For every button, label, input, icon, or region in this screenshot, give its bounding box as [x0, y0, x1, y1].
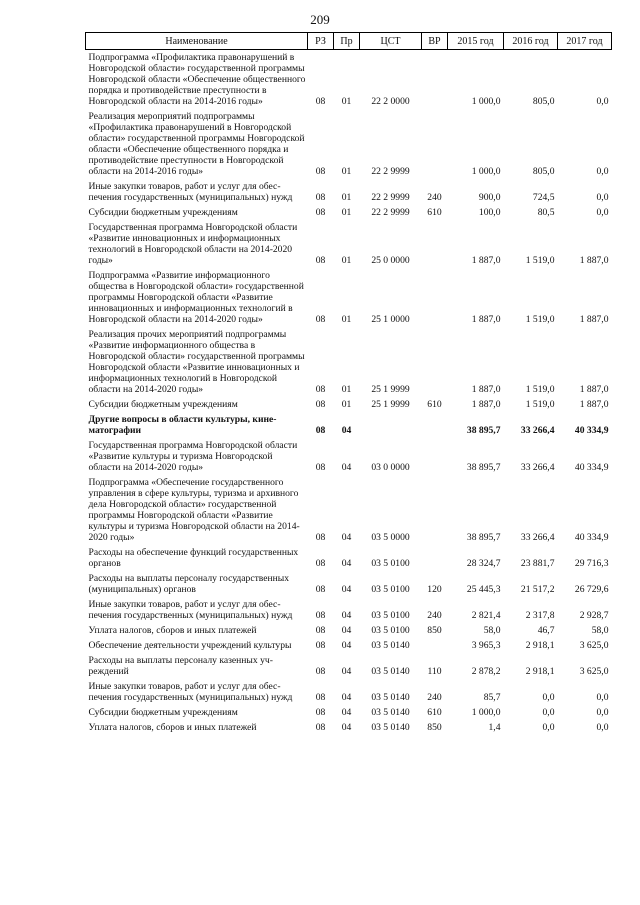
row-2015: 38 895,7: [466, 532, 501, 543]
table-header-row: [86, 33, 612, 50]
row-cst: 22 2 9999: [371, 192, 410, 203]
row-rz: 08: [315, 255, 326, 266]
row-2017: 0,0: [596, 692, 609, 703]
table-row: [86, 268, 612, 327]
row-2017: 0,0: [596, 166, 609, 177]
row-rz: 08: [315, 192, 326, 203]
row-2015: 1 000,0: [471, 707, 501, 718]
row-vr: 120: [427, 584, 442, 595]
row-2016: 2 317,8: [525, 610, 555, 621]
row-cst: 03 5 0140: [371, 640, 410, 651]
row-2015: 1 887,0: [471, 314, 501, 325]
row-rz: 08: [315, 640, 326, 651]
row-2017: 26 729,6: [574, 584, 609, 595]
row-vr: [422, 638, 448, 653]
row-cst: 03 5 0100: [371, 584, 410, 595]
row-rz: 08: [315, 166, 326, 177]
header-2015: 2015 год: [448, 33, 504, 50]
row-cst: 25 1 9999: [371, 384, 410, 395]
row-2016: 805,0: [532, 96, 555, 107]
table-row: [86, 475, 612, 545]
row-rz: 08: [315, 610, 326, 621]
row-rz: 08: [315, 425, 326, 436]
table-row: [86, 205, 612, 220]
row-2015: 1 887,0: [471, 384, 501, 395]
row-2017: 2 928,7: [579, 610, 609, 621]
row-2015: 28 324,7: [466, 558, 501, 569]
table-row: [86, 571, 612, 597]
row-cst: 25 1 0000: [371, 314, 410, 325]
row-rz: 08: [315, 666, 326, 677]
row-cst: 25 1 9999: [371, 399, 410, 410]
row-vr: 850: [427, 722, 442, 733]
row-cst: 03 0 0000: [371, 462, 410, 473]
table-row: [86, 50, 612, 110]
row-cst: 25 0 0000: [371, 255, 410, 266]
row-2015: 900,0: [478, 192, 501, 203]
row-name: Подпрограмма «Развитие информационного общества в Новгородской области» государственной программы Новгородской области «Развитие инновационных и информационных технологий в Новгородской области на 2014-2020 годы»: [88, 270, 304, 325]
row-vr: 240: [427, 692, 442, 703]
row-vr: 850: [427, 625, 442, 636]
row-name: Субсидии бюджетным учреждениям: [88, 707, 238, 718]
row-cst: 03 5 0140: [371, 707, 410, 718]
header-rz: РЗ: [308, 33, 334, 50]
row-name: Уплата налогов, сборов и иных платежей: [88, 625, 257, 636]
row-cst: 03 5 0140: [371, 666, 410, 677]
row-cst: 22 2 0000: [371, 96, 410, 107]
row-name: Реализация прочих мероприятий подпрограммы «Развитие информационного общества в Новгородской области» государственной программы Новгородской области «Развитие инновационных и информационных технологий в Новгородской области на 2014-2020 годы»: [88, 329, 305, 395]
row-name: Субсидии бюджетным учреждениям: [88, 399, 238, 410]
row-rz: 08: [315, 532, 326, 543]
row-pr: 01: [341, 96, 352, 107]
row-pr: 01: [341, 384, 352, 395]
row-vr: [422, 412, 448, 438]
table-row: [86, 705, 612, 720]
row-pr: 04: [341, 558, 352, 569]
row-2016: 33 266,4: [520, 462, 555, 473]
row-vr: [422, 475, 448, 545]
row-2016: 2 918,1: [525, 666, 555, 677]
header-pr: Пр: [334, 33, 360, 50]
row-2015: 38 895,7: [466, 462, 501, 473]
row-rz: 08: [315, 399, 326, 410]
row-2015: 2 878,2: [471, 666, 501, 677]
row-vr: 240: [427, 192, 442, 203]
row-pr: 04: [341, 610, 352, 621]
header-2016: 2016 год: [504, 33, 558, 50]
row-cst: 03 5 0140: [371, 722, 410, 733]
page-number: 209: [310, 12, 330, 27]
row-2015: 58,0: [483, 625, 501, 636]
table-row: [86, 179, 612, 205]
header-2017: 2017 год: [558, 33, 612, 50]
table-row: [86, 412, 612, 438]
row-2017: 0,0: [596, 192, 609, 203]
row-2016: 46,7: [537, 625, 555, 636]
table-row: [86, 679, 612, 705]
table-row: [86, 720, 612, 735]
row-2017: 0,0: [596, 722, 609, 733]
row-2017: 0,0: [596, 707, 609, 718]
row-vr: 610: [427, 207, 442, 218]
row-2016: 0,0: [542, 692, 555, 703]
row-2016: 2 918,1: [525, 640, 555, 651]
header-vr: ВР: [422, 33, 448, 50]
row-2016: 21 517,2: [520, 584, 555, 595]
row-name: Реализация мероприятий подпрограммы «Профилактика правонарушений в Новгородской области» государственной программы Новгородской области «Обеспечение общественного порядка и противодействие преступности в Новгородской области на 2014-2016 годы»: [88, 111, 305, 177]
row-cst: 03 5 0000: [371, 532, 410, 543]
row-2015: 1 000,0: [471, 166, 501, 177]
row-2015: 1 000,0: [471, 96, 501, 107]
row-pr: 01: [341, 207, 352, 218]
row-2017: 1 887,0: [579, 255, 609, 266]
row-pr: 01: [341, 399, 352, 410]
row-pr: 04: [341, 722, 352, 733]
row-vr: 610: [427, 707, 442, 718]
row-name: Иные закупки товаров, работ и услуг для обеспечения государственных (муниципальных) нужд: [88, 599, 293, 621]
row-pr: 04: [341, 625, 352, 636]
header-cst: ЦСТ: [360, 33, 422, 50]
table-row: [86, 545, 612, 571]
row-2016: 0,0: [542, 722, 555, 733]
row-2017: 0,0: [596, 207, 609, 218]
row-name: Расходы на выплаты персоналу казенных учреждений: [88, 655, 273, 677]
row-2016: 0,0: [542, 707, 555, 718]
row-2015: 85,7: [483, 692, 501, 703]
row-2015: 25 445,3: [466, 584, 501, 595]
row-pr: 04: [341, 707, 352, 718]
row-vr: 110: [427, 666, 442, 677]
table-row: [86, 623, 612, 638]
row-rz: 08: [315, 384, 326, 395]
row-name: Иные закупки товаров, работ и услуг для обеспечения государственных (муниципальных) нужд: [88, 181, 293, 203]
row-pr: 04: [341, 584, 352, 595]
row-2015: 38 895,7: [466, 425, 501, 436]
row-2017: 29 716,3: [574, 558, 609, 569]
row-vr: [422, 109, 448, 179]
row-2016: 23 881,7: [520, 558, 555, 569]
row-2016: 33 266,4: [520, 532, 555, 543]
table-row: [86, 438, 612, 475]
row-pr: 04: [341, 640, 352, 651]
row-vr: [422, 545, 448, 571]
row-pr: 04: [341, 425, 352, 436]
row-2016: 1 519,0: [525, 384, 555, 395]
row-cst: 03 5 0140: [371, 692, 410, 703]
row-cst: 03 5 0100: [371, 610, 410, 621]
row-name: Другие вопросы в области культуры, кинематографии: [88, 414, 277, 436]
table-row: [86, 327, 612, 397]
row-2017: 1 887,0: [579, 399, 609, 410]
row-pr: 04: [341, 666, 352, 677]
row-2017: 0,0: [596, 96, 609, 107]
row-2015: 2 821,4: [471, 610, 501, 621]
row-2016: 1 519,0: [525, 255, 555, 266]
row-2017: 3 625,0: [579, 666, 609, 677]
table-row: [86, 597, 612, 623]
row-name: Расходы на обеспечение функций государственных органов: [88, 547, 299, 569]
row-2015: 100,0: [478, 207, 501, 218]
row-2017: 40 334,9: [574, 462, 609, 473]
budget-table: [85, 32, 612, 735]
row-2016: 805,0: [532, 166, 555, 177]
row-2016: 80,5: [537, 207, 555, 218]
row-rz: 08: [315, 207, 326, 218]
row-name: Подпрограмма «Обеспечение государственного управления в сфере культуры, туризма и архивного дела Новгородской области» государственной программы Новгородской области «Развитие культуры и туризма Новгородской области на 2014-2020 годы»: [88, 477, 300, 543]
row-rz: 08: [315, 584, 326, 595]
row-cst: [360, 412, 422, 438]
row-2017: 1 887,0: [579, 384, 609, 395]
row-2015: 3 965,3: [471, 640, 501, 651]
row-rz: 08: [315, 96, 326, 107]
row-vr: 610: [427, 399, 442, 410]
row-pr: 01: [341, 314, 352, 325]
row-2016: 1 519,0: [525, 314, 555, 325]
row-2017: 1 887,0: [579, 314, 609, 325]
row-2016: 33 266,4: [520, 425, 555, 436]
row-2016: 1 519,0: [525, 399, 555, 410]
row-rz: 08: [315, 692, 326, 703]
row-vr: [422, 220, 448, 268]
table-row: [86, 653, 612, 679]
row-2017: 40 334,9: [574, 425, 609, 436]
row-rz: 08: [315, 722, 326, 733]
row-2015: 1,4: [488, 722, 501, 733]
row-2017: 40 334,9: [574, 532, 609, 543]
row-cst: 22 2 9999: [371, 166, 410, 177]
row-cst: 03 5 0100: [371, 625, 410, 636]
row-name: Государственная программа Новгородской области «Развитие инновационных и информационных технологий в Новгородской области на 2014-2020 годы»: [88, 222, 298, 266]
row-name: Обеспечение деятельности учреждений культуры: [88, 640, 292, 651]
row-vr: [422, 327, 448, 397]
row-pr: 01: [341, 192, 352, 203]
row-pr: 04: [341, 462, 352, 473]
row-2017: 58,0: [591, 625, 609, 636]
row-name: Иные закупки товаров, работ и услуг для обеспечения государственных (муниципальных) нужд: [88, 681, 293, 703]
row-rz: 08: [315, 625, 326, 636]
row-vr: 240: [427, 610, 442, 621]
row-vr: [422, 268, 448, 327]
row-vr: [422, 438, 448, 475]
table-row: [86, 109, 612, 179]
row-2015: 1 887,0: [471, 255, 501, 266]
row-vr: [422, 50, 448, 110]
row-2017: 3 625,0: [579, 640, 609, 651]
row-2015: 1 887,0: [471, 399, 501, 410]
row-pr: 01: [341, 166, 352, 177]
row-cst: 22 2 9999: [371, 207, 410, 218]
row-name: Государственная программа Новгородской области «Развитие культуры и туризма Новгородской области на 2014-2020 годы»: [88, 440, 298, 473]
row-name: Подпрограмма «Профилактика правонарушений в Новгородской области» государственной программы Новгородской области «Обеспечение общественного порядка и противодействие преступности в Новгородской области на 2014-2016 годы»: [88, 52, 306, 107]
table-row: [86, 220, 612, 268]
row-rz: 08: [315, 314, 326, 325]
row-name: Расходы на выплаты персоналу государственных (муниципальных) органов: [88, 573, 290, 595]
row-rz: 08: [315, 707, 326, 718]
row-name: Уплата налогов, сборов и иных платежей: [88, 722, 257, 733]
header-name: Наименование: [86, 33, 308, 50]
row-pr: 01: [341, 255, 352, 266]
row-pr: 04: [341, 532, 352, 543]
table-row: [86, 397, 612, 412]
row-rz: 08: [315, 462, 326, 473]
row-pr: 04: [341, 692, 352, 703]
row-rz: 08: [315, 558, 326, 569]
table-body: [86, 50, 612, 736]
row-2016: 724,5: [532, 192, 555, 203]
row-name: Субсидии бюджетным учреждениям: [88, 207, 238, 218]
row-cst: 03 5 0100: [371, 558, 410, 569]
table-row: [86, 638, 612, 653]
